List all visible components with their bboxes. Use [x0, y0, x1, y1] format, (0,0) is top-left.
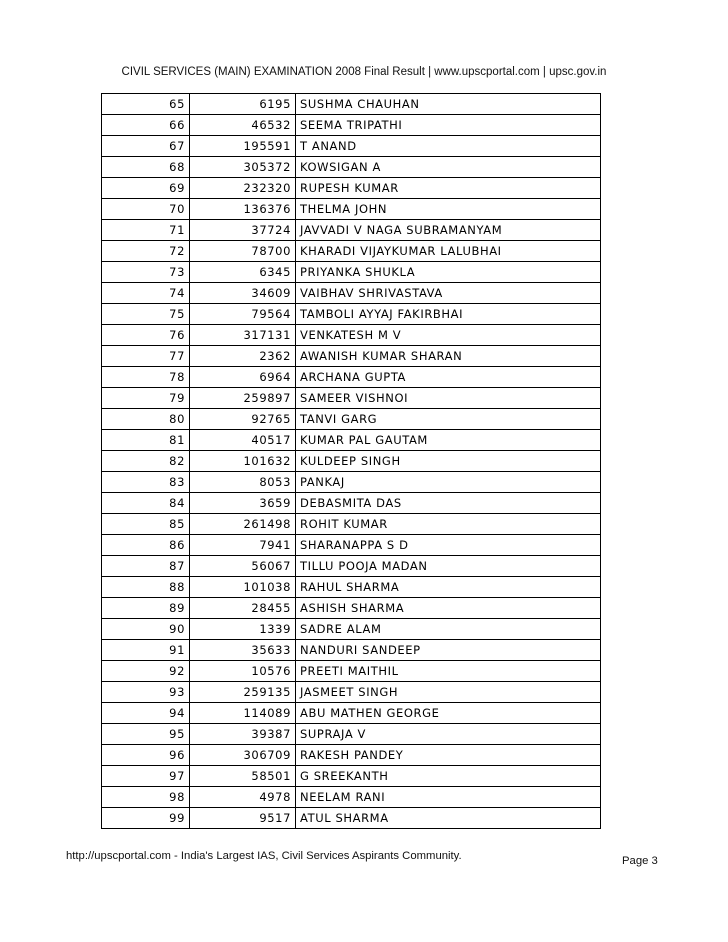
candidate-name-cell: JAVVADI V NAGA SUBRAMANYAM	[296, 220, 601, 241]
table-row	[102, 409, 601, 430]
candidate-name-cell: AWANISH KUMAR SHARAN	[296, 346, 601, 367]
rank-cell: 97	[102, 766, 190, 787]
candidate-name-cell: RUPESH KUMAR	[296, 178, 601, 199]
table-row	[102, 514, 601, 535]
table-row	[102, 220, 601, 241]
table-row	[102, 241, 601, 262]
candidate-name-cell: PREETI MAITHIL	[296, 661, 601, 682]
roll-number-cell: 6195	[190, 94, 296, 115]
candidate-name-cell: RAKESH PANDEY	[296, 745, 601, 766]
roll-number-cell: 101038	[190, 577, 296, 598]
candidate-name-cell: SEEMA TRIPATHI	[296, 115, 601, 136]
rank-cell: 72	[102, 241, 190, 262]
table-row	[102, 472, 601, 493]
page-header: CIVIL SERVICES (MAIN) EXAMINATION 2008 Final Result | www.upscportal.com | upsc.gov.in	[121, 66, 607, 78]
table-row	[102, 535, 601, 556]
rank-cell: 68	[102, 157, 190, 178]
candidate-name-cell: JASMEET SINGH	[296, 682, 601, 703]
candidate-name-cell: ASHISH SHARMA	[296, 598, 601, 619]
candidate-name-cell: SUSHMA CHAUHAN	[296, 94, 601, 115]
table-row	[102, 640, 601, 661]
table-row	[102, 682, 601, 703]
roll-number-cell: 4978	[190, 787, 296, 808]
candidate-name-cell: KHARADI VIJAYKUMAR LALUBHAI	[296, 241, 601, 262]
table-row	[102, 136, 601, 157]
candidate-name-cell: T ANAND	[296, 136, 601, 157]
candidate-name-cell: SADRE ALAM	[296, 619, 601, 640]
candidate-name-cell: PRIYANKA SHUKLA	[296, 262, 601, 283]
rank-cell: 71	[102, 220, 190, 241]
rank-cell: 91	[102, 640, 190, 661]
rank-cell: 92	[102, 661, 190, 682]
roll-number-cell: 37724	[190, 220, 296, 241]
candidate-name-cell: THELMA JOHN	[296, 199, 601, 220]
table-row	[102, 325, 601, 346]
table-row	[102, 94, 601, 115]
roll-number-cell: 35633	[190, 640, 296, 661]
rank-cell: 98	[102, 787, 190, 808]
roll-number-cell: 79564	[190, 304, 296, 325]
candidate-name-cell: NEELAM RANI	[296, 787, 601, 808]
rank-cell: 82	[102, 451, 190, 472]
candidate-name-cell: TAMBOLI AYYAJ FAKIRBHAI	[296, 304, 601, 325]
table-row	[102, 661, 601, 682]
roll-number-cell: 10576	[190, 661, 296, 682]
rank-cell: 83	[102, 472, 190, 493]
rank-cell: 66	[102, 115, 190, 136]
roll-number-cell: 34609	[190, 283, 296, 304]
roll-number-cell: 101632	[190, 451, 296, 472]
rank-cell: 85	[102, 514, 190, 535]
roll-number-cell: 28455	[190, 598, 296, 619]
roll-number-cell: 6964	[190, 367, 296, 388]
candidate-name-cell: SHARANAPPA S D	[296, 535, 601, 556]
candidate-name-cell: KUMAR PAL GAUTAM	[296, 430, 601, 451]
footer-site-text: http://upscportal.com - India's Largest IAS, Civil Services Aspirants Community.	[66, 850, 462, 862]
roll-number-cell: 6345	[190, 262, 296, 283]
rank-cell: 73	[102, 262, 190, 283]
candidate-name-cell: ABU MATHEN GEORGE	[296, 703, 601, 724]
table-row	[102, 199, 601, 220]
rank-cell: 81	[102, 430, 190, 451]
table-row	[102, 346, 601, 367]
table-row	[102, 619, 601, 640]
roll-number-cell: 92765	[190, 409, 296, 430]
roll-number-cell: 40517	[190, 430, 296, 451]
rank-cell: 99	[102, 808, 190, 829]
rank-cell: 76	[102, 325, 190, 346]
rank-cell: 95	[102, 724, 190, 745]
roll-number-cell: 2362	[190, 346, 296, 367]
roll-number-cell: 306709	[190, 745, 296, 766]
candidate-name-cell: SAMEER VISHNOI	[296, 388, 601, 409]
roll-number-cell: 261498	[190, 514, 296, 535]
table-row	[102, 556, 601, 577]
roll-number-cell: 317131	[190, 325, 296, 346]
table-row	[102, 157, 601, 178]
page-number: Page 3	[622, 855, 658, 867]
rank-cell: 70	[102, 199, 190, 220]
roll-number-cell: 136376	[190, 199, 296, 220]
table-row	[102, 262, 601, 283]
rank-cell: 87	[102, 556, 190, 577]
roll-number-cell: 56067	[190, 556, 296, 577]
candidate-name-cell: SUPRAJA V	[296, 724, 601, 745]
candidate-name-cell: TILLU POOJA MADAN	[296, 556, 601, 577]
table-row	[102, 598, 601, 619]
roll-number-cell: 46532	[190, 115, 296, 136]
roll-number-cell: 259897	[190, 388, 296, 409]
table-row	[102, 787, 601, 808]
candidate-name-cell: DEBASMITA DAS	[296, 493, 601, 514]
rank-cell: 84	[102, 493, 190, 514]
rank-cell: 80	[102, 409, 190, 430]
rank-cell: 88	[102, 577, 190, 598]
rank-cell: 79	[102, 388, 190, 409]
table-row	[102, 304, 601, 325]
table-row	[102, 178, 601, 199]
candidate-name-cell: VAIBHAV SHRIVASTAVA	[296, 283, 601, 304]
table-row	[102, 724, 601, 745]
rank-cell: 77	[102, 346, 190, 367]
table-row	[102, 703, 601, 724]
rank-cell: 67	[102, 136, 190, 157]
roll-number-cell: 305372	[190, 157, 296, 178]
table-row	[102, 367, 601, 388]
roll-number-cell: 8053	[190, 472, 296, 493]
roll-number-cell: 232320	[190, 178, 296, 199]
results-table-body	[102, 94, 601, 829]
rank-cell: 96	[102, 745, 190, 766]
candidate-name-cell: ROHIT KUMAR	[296, 514, 601, 535]
table-row	[102, 115, 601, 136]
candidate-name-cell: PANKAJ	[296, 472, 601, 493]
table-row	[102, 451, 601, 472]
roll-number-cell: 39387	[190, 724, 296, 745]
results-table	[101, 93, 601, 829]
rank-cell: 75	[102, 304, 190, 325]
roll-number-cell: 1339	[190, 619, 296, 640]
rank-cell: 89	[102, 598, 190, 619]
table-row	[102, 493, 601, 514]
roll-number-cell: 58501	[190, 766, 296, 787]
rank-cell: 65	[102, 94, 190, 115]
candidate-name-cell: TANVI GARG	[296, 409, 601, 430]
rank-cell: 94	[102, 703, 190, 724]
table-row	[102, 577, 601, 598]
roll-number-cell: 114089	[190, 703, 296, 724]
rank-cell: 90	[102, 619, 190, 640]
candidate-name-cell: G SREEKANTH	[296, 766, 601, 787]
table-row	[102, 745, 601, 766]
rank-cell: 93	[102, 682, 190, 703]
table-row	[102, 388, 601, 409]
candidate-name-cell: KULDEEP SINGH	[296, 451, 601, 472]
roll-number-cell: 195591	[190, 136, 296, 157]
candidate-name-cell: VENKATESH M V	[296, 325, 601, 346]
candidate-name-cell: KOWSIGAN A	[296, 157, 601, 178]
rank-cell: 86	[102, 535, 190, 556]
table-row	[102, 430, 601, 451]
candidate-name-cell: ARCHANA GUPTA	[296, 367, 601, 388]
table-row	[102, 808, 601, 829]
roll-number-cell: 7941	[190, 535, 296, 556]
rank-cell: 74	[102, 283, 190, 304]
candidate-name-cell: RAHUL SHARMA	[296, 577, 601, 598]
roll-number-cell: 78700	[190, 241, 296, 262]
roll-number-cell: 3659	[190, 493, 296, 514]
candidate-name-cell: NANDURI SANDEEP	[296, 640, 601, 661]
roll-number-cell: 259135	[190, 682, 296, 703]
rank-cell: 69	[102, 178, 190, 199]
table-row	[102, 766, 601, 787]
table-row	[102, 283, 601, 304]
candidate-name-cell: ATUL SHARMA	[296, 808, 601, 829]
roll-number-cell: 9517	[190, 808, 296, 829]
rank-cell: 78	[102, 367, 190, 388]
